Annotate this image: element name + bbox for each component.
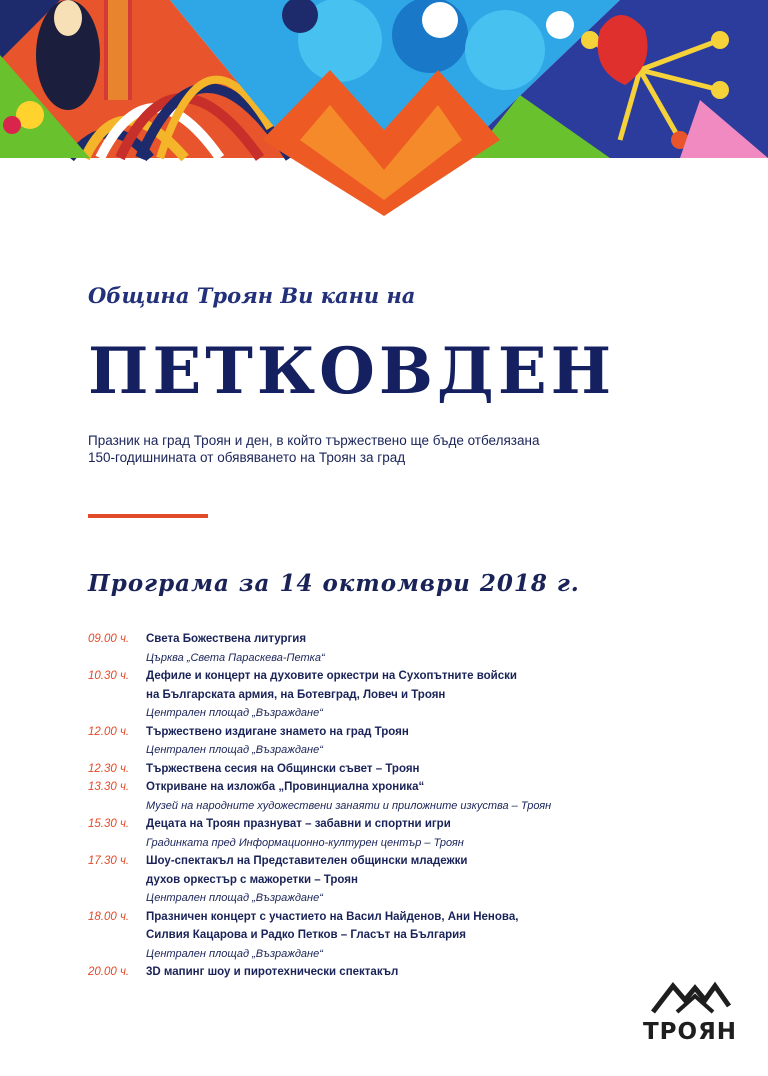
schedule-time: 12.30 ч. (88, 762, 130, 775)
program-heading: Програма за 14 октомври 2018 г. (88, 570, 580, 597)
schedule-event: Тържествено издигане знамето на град Троян (146, 725, 409, 738)
schedule-row (88, 834, 708, 853)
schedule-time: 15.30 ч. (88, 818, 130, 831)
invitation-subtitle: Община Троян Ви кани на (88, 283, 416, 308)
page-title: ПЕТКОВДЕН (88, 334, 616, 409)
schedule-row (88, 667, 708, 686)
mountain-icon (649, 978, 731, 1016)
schedule-event: на Българската армия, на Ботевград, Ловеч и Троян (146, 688, 446, 701)
accent-divider (88, 514, 208, 518)
schedule-row (88, 889, 708, 908)
schedule-row (88, 908, 708, 927)
schedule-location: Музей на народните художествени занаяти и приложните изкуства – Троян (146, 799, 552, 812)
schedule-row (88, 760, 708, 779)
schedule-row (88, 649, 708, 668)
schedule-row (88, 852, 708, 871)
schedule-time: 18.00 ч. (88, 910, 130, 923)
schedule-location: Централен площад „Възраждане“ (146, 947, 323, 960)
schedule-row (88, 723, 708, 742)
schedule-event: Празничен концерт с участието на Васил Найденов, Ани Ненова, (146, 910, 519, 923)
schedule-row (88, 945, 708, 964)
schedule-row (88, 963, 708, 982)
schedule-event: Шоу-спектакъл на Представителен общински младежки (146, 855, 468, 868)
schedule-row (88, 704, 708, 723)
schedule-row (88, 871, 708, 890)
schedule-location: Централен площад „Възраждане“ (146, 744, 323, 757)
schedule-event: Силвия Кацарова и Радко Петков – Гласът на България (146, 929, 466, 942)
schedule-location: Централен площад „Възраждане“ (146, 707, 323, 720)
schedule-event: Дефиле и концерт на духовите оркестри на Сухопътните войски (146, 670, 517, 683)
schedule-row (88, 686, 708, 705)
schedule-event: Децата на Троян празнуват – забавни и спортни игри (146, 818, 451, 831)
schedule-location: Централен площад „Възраждане“ (146, 892, 323, 905)
schedule-row (88, 630, 708, 649)
schedule-time: 13.30 ч. (88, 781, 130, 794)
schedule-time: 20.00 ч. (88, 966, 130, 979)
troyan-logo (640, 978, 740, 1048)
schedule-row (88, 926, 708, 945)
schedule-row (88, 741, 708, 760)
schedule-time: 10.30 ч. (88, 670, 130, 683)
description-line: Празник на град Троян и ден, в който тържествено ще бъде отбелязана (88, 433, 540, 448)
schedule-location: Църква „Света Параскева-Петка“ (146, 651, 325, 664)
schedule-list (88, 630, 708, 982)
schedule-event: Тържествена сесия на Общински съвет – Троян (146, 762, 420, 775)
description-line: 150-годишнината от обявяването на Троян за град (88, 450, 406, 465)
schedule-location: Градинката пред Информационно-културен център – Троян (146, 836, 464, 849)
decorative-banner (0, 0, 768, 220)
schedule-row (88, 797, 708, 816)
schedule-time: 17.30 ч. (88, 855, 130, 868)
schedule-row (88, 778, 708, 797)
logo-text: ТРОЯН (642, 1019, 738, 1045)
schedule-row (88, 815, 708, 834)
description (88, 432, 688, 466)
schedule-time: 09.00 ч. (88, 633, 130, 646)
schedule-time: 12.00 ч. (88, 725, 130, 738)
schedule-event: духов оркестър с мажоретки – Троян (146, 873, 358, 886)
schedule-event: 3D мапинг шоу и пиротехнически спектакъл (146, 966, 399, 979)
schedule-event: Откриване на изложба „Провинциална хроника“ (146, 781, 425, 794)
schedule-event: Света Божествена литургия (146, 633, 307, 646)
